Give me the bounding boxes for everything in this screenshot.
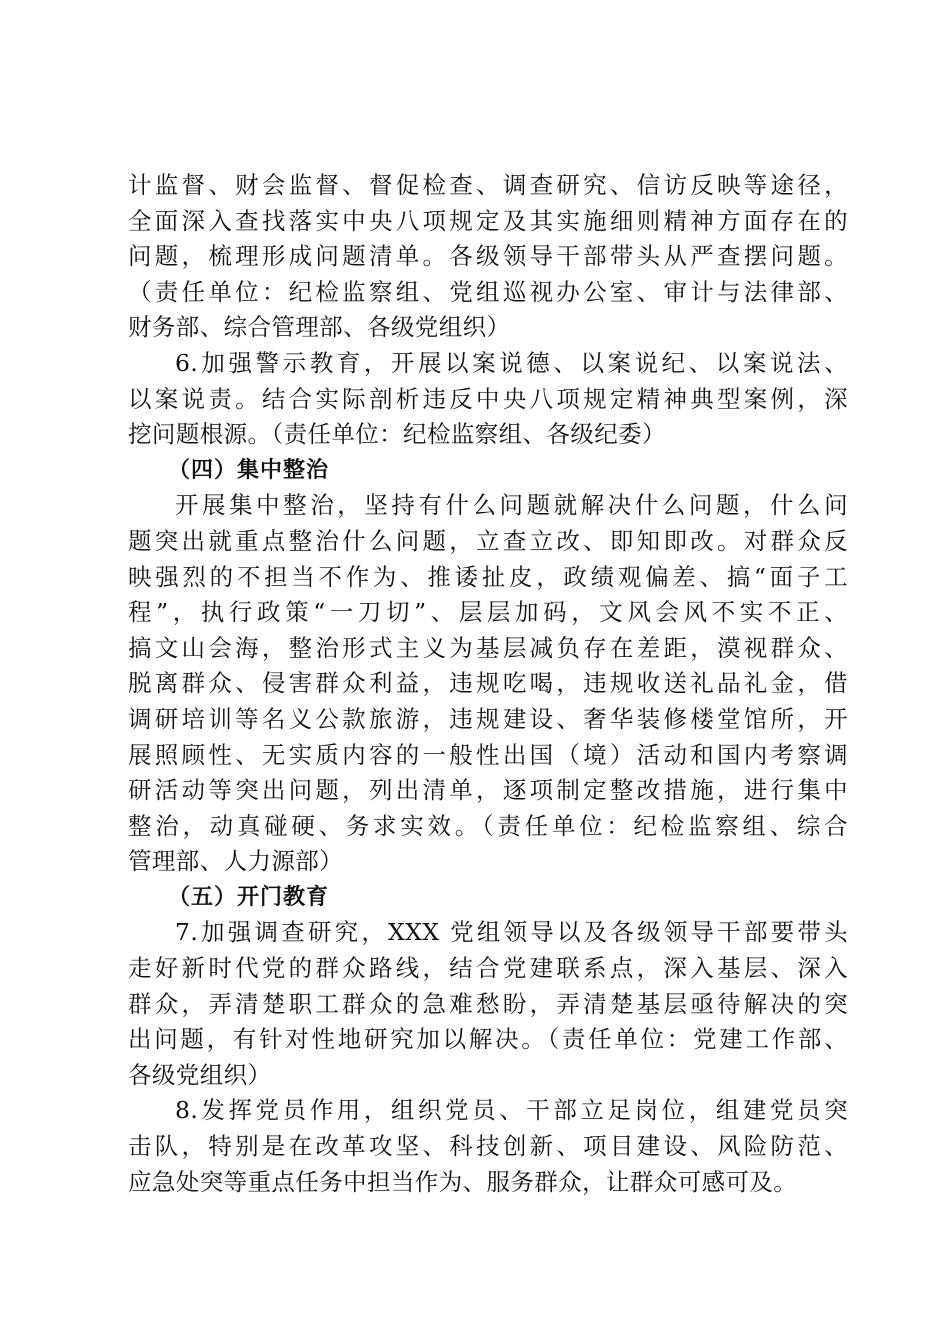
paragraph-item-7-investigation-research (128, 915, 848, 1093)
text-line: 财务部、综合管理部、各级党组织） (128, 313, 511, 342)
document-body (128, 168, 848, 1200)
text-line: （责任单位：纪检监察组、党组巡视办公室、审计与法律部、 (128, 277, 848, 306)
text-line-indented: 6.加强警示教育，开展以案说德、以案说纪、以案说法、 (175, 348, 848, 377)
text-line-indented: 开展集中整治，坚持有什么问题就解决什么问题，什么问 (175, 491, 848, 520)
paragraph-concentrated-rectification (128, 488, 848, 880)
text-line: 各级党组织） (128, 1060, 272, 1089)
section-heading-concentrated-rectification: （四）集中整治 (168, 457, 330, 483)
text-line-indented: 8.发挥党员作用，组织党员、干部立足岗位，组建党员突 (175, 1096, 848, 1125)
text-line: 研活动等突出问题，列出清单，逐项制定整改措施，进行集中 (128, 776, 848, 805)
text-line: 挖问题根源。（责任单位：纪检监察组、各级纪委） (128, 420, 666, 449)
text-line: 管理部、人力源部） (128, 847, 344, 876)
text-line: 问题，梳理形成问题清单。各级领导干部带头从严查摆问题。 (128, 242, 848, 271)
text-line: 搞文山会海，整治形式主义为基层减负存在差距，漠视群众、 (128, 633, 848, 662)
text-line: 以案说责。结合实际剖析违反中央八项规定精神典型案例，深 (128, 384, 848, 413)
text-line: 击队，特别是在改革攻坚、科技创新、项目建设、风险防范、 (128, 1132, 848, 1161)
paragraph-item-8-party-member-role (128, 1093, 848, 1200)
text-line: 全面深入查找落实中央八项规定及其实施细则精神方面存在的 (128, 206, 848, 235)
text-line: 应急处突等重点任务中担当作为、服务群众，让群众可感可及。 (128, 1167, 798, 1196)
paragraph-supervision-continuation (128, 168, 848, 346)
text-line: 脱离群众、侵害群众利益，违规吃喝，违规收送礼品礼金，借 (128, 669, 848, 698)
text-line: 走好新时代党的群众路线，结合党建联系点，深入基层、深入 (128, 954, 848, 983)
text-line: 调研培训等名义公款旅游，违规建设、奢华装修楼堂馆所，开 (128, 704, 848, 733)
text-line: 群众，弄清楚职工群众的急难愁盼，弄清楚基层亟待解决的突 (128, 989, 848, 1018)
text-line-indented: 7.加强调查研究，XXX 党组领导以及各级领导干部要带头 (175, 918, 848, 947)
text-line: 题突出就重点整治什么问题，立查立改、即知即改。对群众反 (128, 526, 848, 555)
text-line: 出问题，有针对性地研究加以解决。（责任单位：党建工作部、 (128, 1025, 848, 1054)
paragraph-item-6-warning-education (128, 346, 848, 453)
text-line: 程”，执行政策“一刀切”、层层加码，文风会风不实不正、 (128, 598, 848, 627)
text-line: 整治，动真碰硬、务求实效。（责任单位：纪检监察组、综合 (128, 811, 848, 840)
text-line: 计监督、财会监督、督促检查、调查研究、信访反映等途径， (128, 171, 848, 199)
section-heading-open-education: （五）开门教育 (168, 884, 330, 910)
text-line: 映强烈的不担当不作为、推诿扯皮，政绩观偏差、搞“面子工 (128, 562, 848, 591)
text-line: 展照顾性、无实质内容的一般性出国（境）活动和国内考察调 (128, 740, 848, 769)
